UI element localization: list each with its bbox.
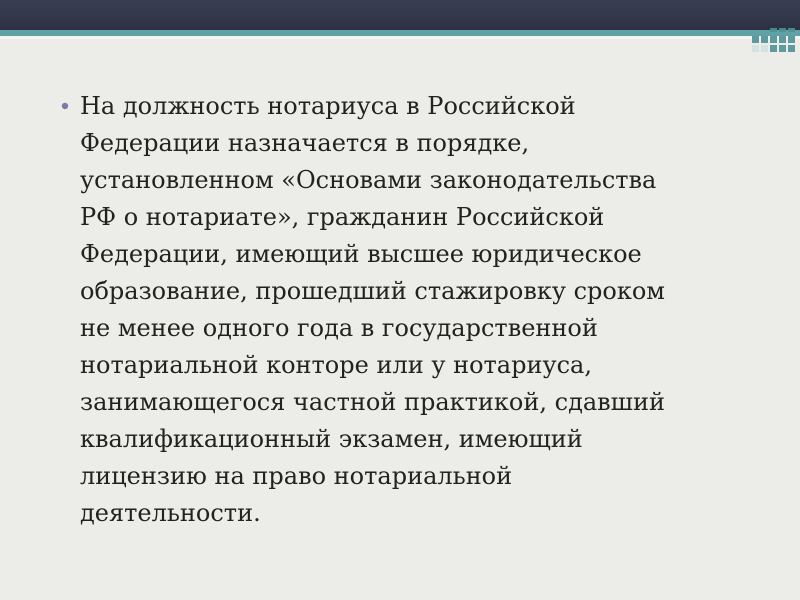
text-line: квалификационный экзамен, имеющий [80, 425, 583, 453]
dot-bullet-icon [60, 101, 70, 111]
accent-highlight [0, 36, 800, 39]
corner-grid-decoration [714, 28, 800, 58]
text-line: РФ о нотариате», гражданин Российской [80, 203, 605, 231]
text-line: деятельности. [80, 499, 261, 527]
text-line: образование, прошедший стажировку сроком [80, 277, 665, 305]
slide-content [60, 88, 760, 532]
text-line: лицензию на право нотариальной [80, 462, 513, 490]
text-line: Федерации назначается в порядке, [80, 129, 530, 157]
text-line: На должность нотариуса в Российской [80, 92, 576, 120]
text-line: нотариальной конторе или у нотариуса, [80, 351, 592, 379]
header-bar [0, 0, 800, 30]
text-line: занимающегося частной практикой, сдавший [80, 388, 665, 416]
text-line: не менее одного года в государственной [80, 314, 598, 342]
bullet-item [60, 88, 760, 532]
bullet-text [80, 88, 740, 532]
text-line: Федерации, имеющий высшее юридическое [80, 240, 642, 268]
text-line: установленном «Основами законодательства [80, 166, 657, 194]
